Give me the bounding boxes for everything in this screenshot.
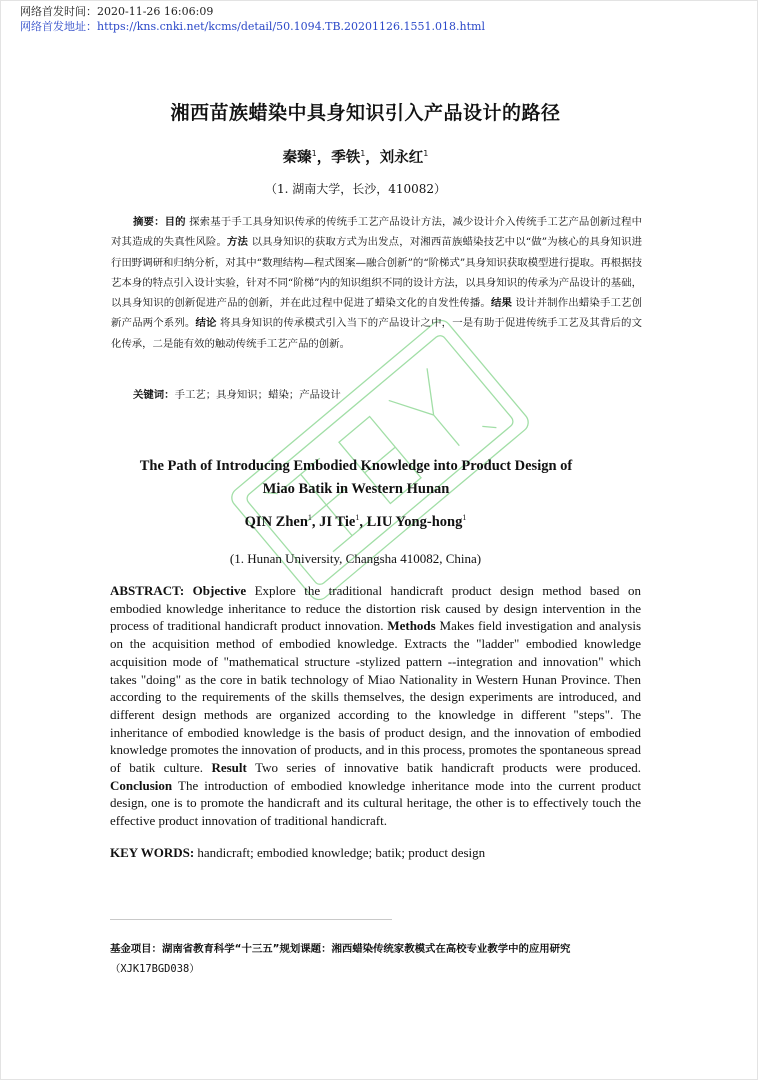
conclusion-text: The introduction of embodied knowledge inheritance mode into the current product design, one is to promote the handicraft and its cultural heritage, the other is to effectively touch the effective product innovation of traditional handicraft. xyxy=(110,777,641,829)
chinese-affiliation: （1. 湖南大学，长沙，410082） xyxy=(264,182,447,196)
author: 刘永红$^1$ xyxy=(379,149,429,166)
keywords-label: KEY WORDS: xyxy=(110,845,195,860)
conclusion-text: 将具身知识的传承模式引入当下的产品设计之中，一是有助于促进传统手工艺及其背后的文化传承，二是能有效的触动传统手工艺产品的创新。 xyxy=(111,317,642,350)
result-label: Result xyxy=(211,760,247,776)
author: 季铁$^1$， xyxy=(331,149,380,166)
chinese-keywords xyxy=(133,386,341,401)
author: JI Tie$^1$, xyxy=(319,513,367,530)
publication-metadata xyxy=(20,4,485,34)
keywords-text: 手工艺；具身知识；蜡染；产品设计 xyxy=(174,389,341,401)
objective-text: 探索基于手工具身知识传承的传统手工艺产品设计方法，减少设计介入传统手工艺产品创新过程中对其造成的失真性风险。 xyxy=(111,216,643,249)
author: LIU Yong-hong$^1$ xyxy=(366,513,467,530)
result-text: 设计并制作出蜡染手工艺创新产品两个系列。 xyxy=(111,297,642,330)
abstract-label: ABSTRACT: xyxy=(110,583,185,598)
english-title-line: The Path of Introducing Embodied Knowledge into Product Design of xyxy=(139,458,573,474)
publish-url-label: 网络首发地址： xyxy=(20,20,97,33)
conclusion-label: Conclusion xyxy=(110,777,173,793)
english-keywords xyxy=(110,845,641,861)
english-authors xyxy=(0,513,711,531)
keywords-text: handicraft; embodied knowledge; batik; product design xyxy=(197,845,486,860)
methods-text: 以具身知识的获取方式为出发点，对湘西苗族蜡染技艺中以“做”为核心的具身知识进行田野调研和归纳分析，对其中“数理结构—程式图案—融合创新”的“阶梯式”具身知识获取模型进行提取。再根据技艺本身的特点引入设计实验，针对不同“阶梯”内的知识组织不同的设计方法，以具身知识的传承为产品设计的基础，以具身知识的创新促进产品的创新，并在此过程中促进了蜡染文化的自发性传播。 xyxy=(111,236,643,310)
grant-number: （XJK17BGD038） xyxy=(110,963,200,975)
chinese-title: 湘西苗族蜡染中具身知识引入产品设计的路径 xyxy=(170,102,561,124)
methods-label: Methods xyxy=(387,618,436,634)
objective-label: Objective xyxy=(192,583,247,598)
english-abstract xyxy=(110,582,641,830)
abstract-label: 摘要： xyxy=(133,216,165,228)
publish-time xyxy=(20,4,485,19)
english-title xyxy=(110,455,602,501)
objective-label: 目的 xyxy=(164,216,186,228)
publish-time-label: 网络首发时间： xyxy=(20,5,97,18)
author: 秦臻$^1$， xyxy=(282,149,332,166)
chinese-abstract xyxy=(111,212,642,354)
funding-note xyxy=(110,939,650,979)
result-text: Two series of innovative batik handicraft products were produced. xyxy=(255,760,642,776)
methods-label: 方法 xyxy=(227,236,249,249)
english-affiliation: (1. Hunan University, Changsha 410082, China) xyxy=(229,551,482,566)
english-title-line: Miao Batik in Western Hunan xyxy=(262,481,450,497)
publish-url-link[interactable]: https://kns.cnki.net/kcms/detail/50.1094.TB.20201126.1551.018.html xyxy=(97,20,485,33)
footnote-divider xyxy=(110,919,392,920)
keywords-label: 关键词： xyxy=(133,389,175,401)
conclusion-label: 结论 xyxy=(195,317,217,330)
author: QIN Zhen$^1$, xyxy=(244,513,320,530)
chinese-authors xyxy=(0,146,711,167)
methods-text: Makes field investigation and analysis on the acquisition method of embodied knowledge. Extracts the "ladder" embodied knowledge acquisition mode of "mathematical structure -stylized pattern --integration and innovation" which takes "doing" as the core in batik technology of Miao Nationality in Western Hunan Province. Then according to the requirements of the skills themselves, the design experiments are introduced, and different design methods are organized according to the knowledge in different "steps". The inheritance of embodied knowledge is the basis of product design, and the innovation of embodied knowledge promotes the innovation of products, and in this process, promotes the spontaneous spread of batik culture. xyxy=(110,618,642,776)
funding-text: 基金项目：湖南省教育科学“十三五”规划课题：湘西蜡染传统家教模式在高校专业教学中的应用研究 xyxy=(110,943,571,955)
publish-time-value: 2020-11-26 16:06:09 xyxy=(97,5,214,18)
publish-url xyxy=(20,19,485,34)
result-label: 结果 xyxy=(490,297,513,310)
objective-text: Explore the traditional handicraft product design method based on embodied knowledge inheritance to reduce the distortion risk caused by design intervention in the process of traditional handicraft product innovation. xyxy=(110,583,641,634)
